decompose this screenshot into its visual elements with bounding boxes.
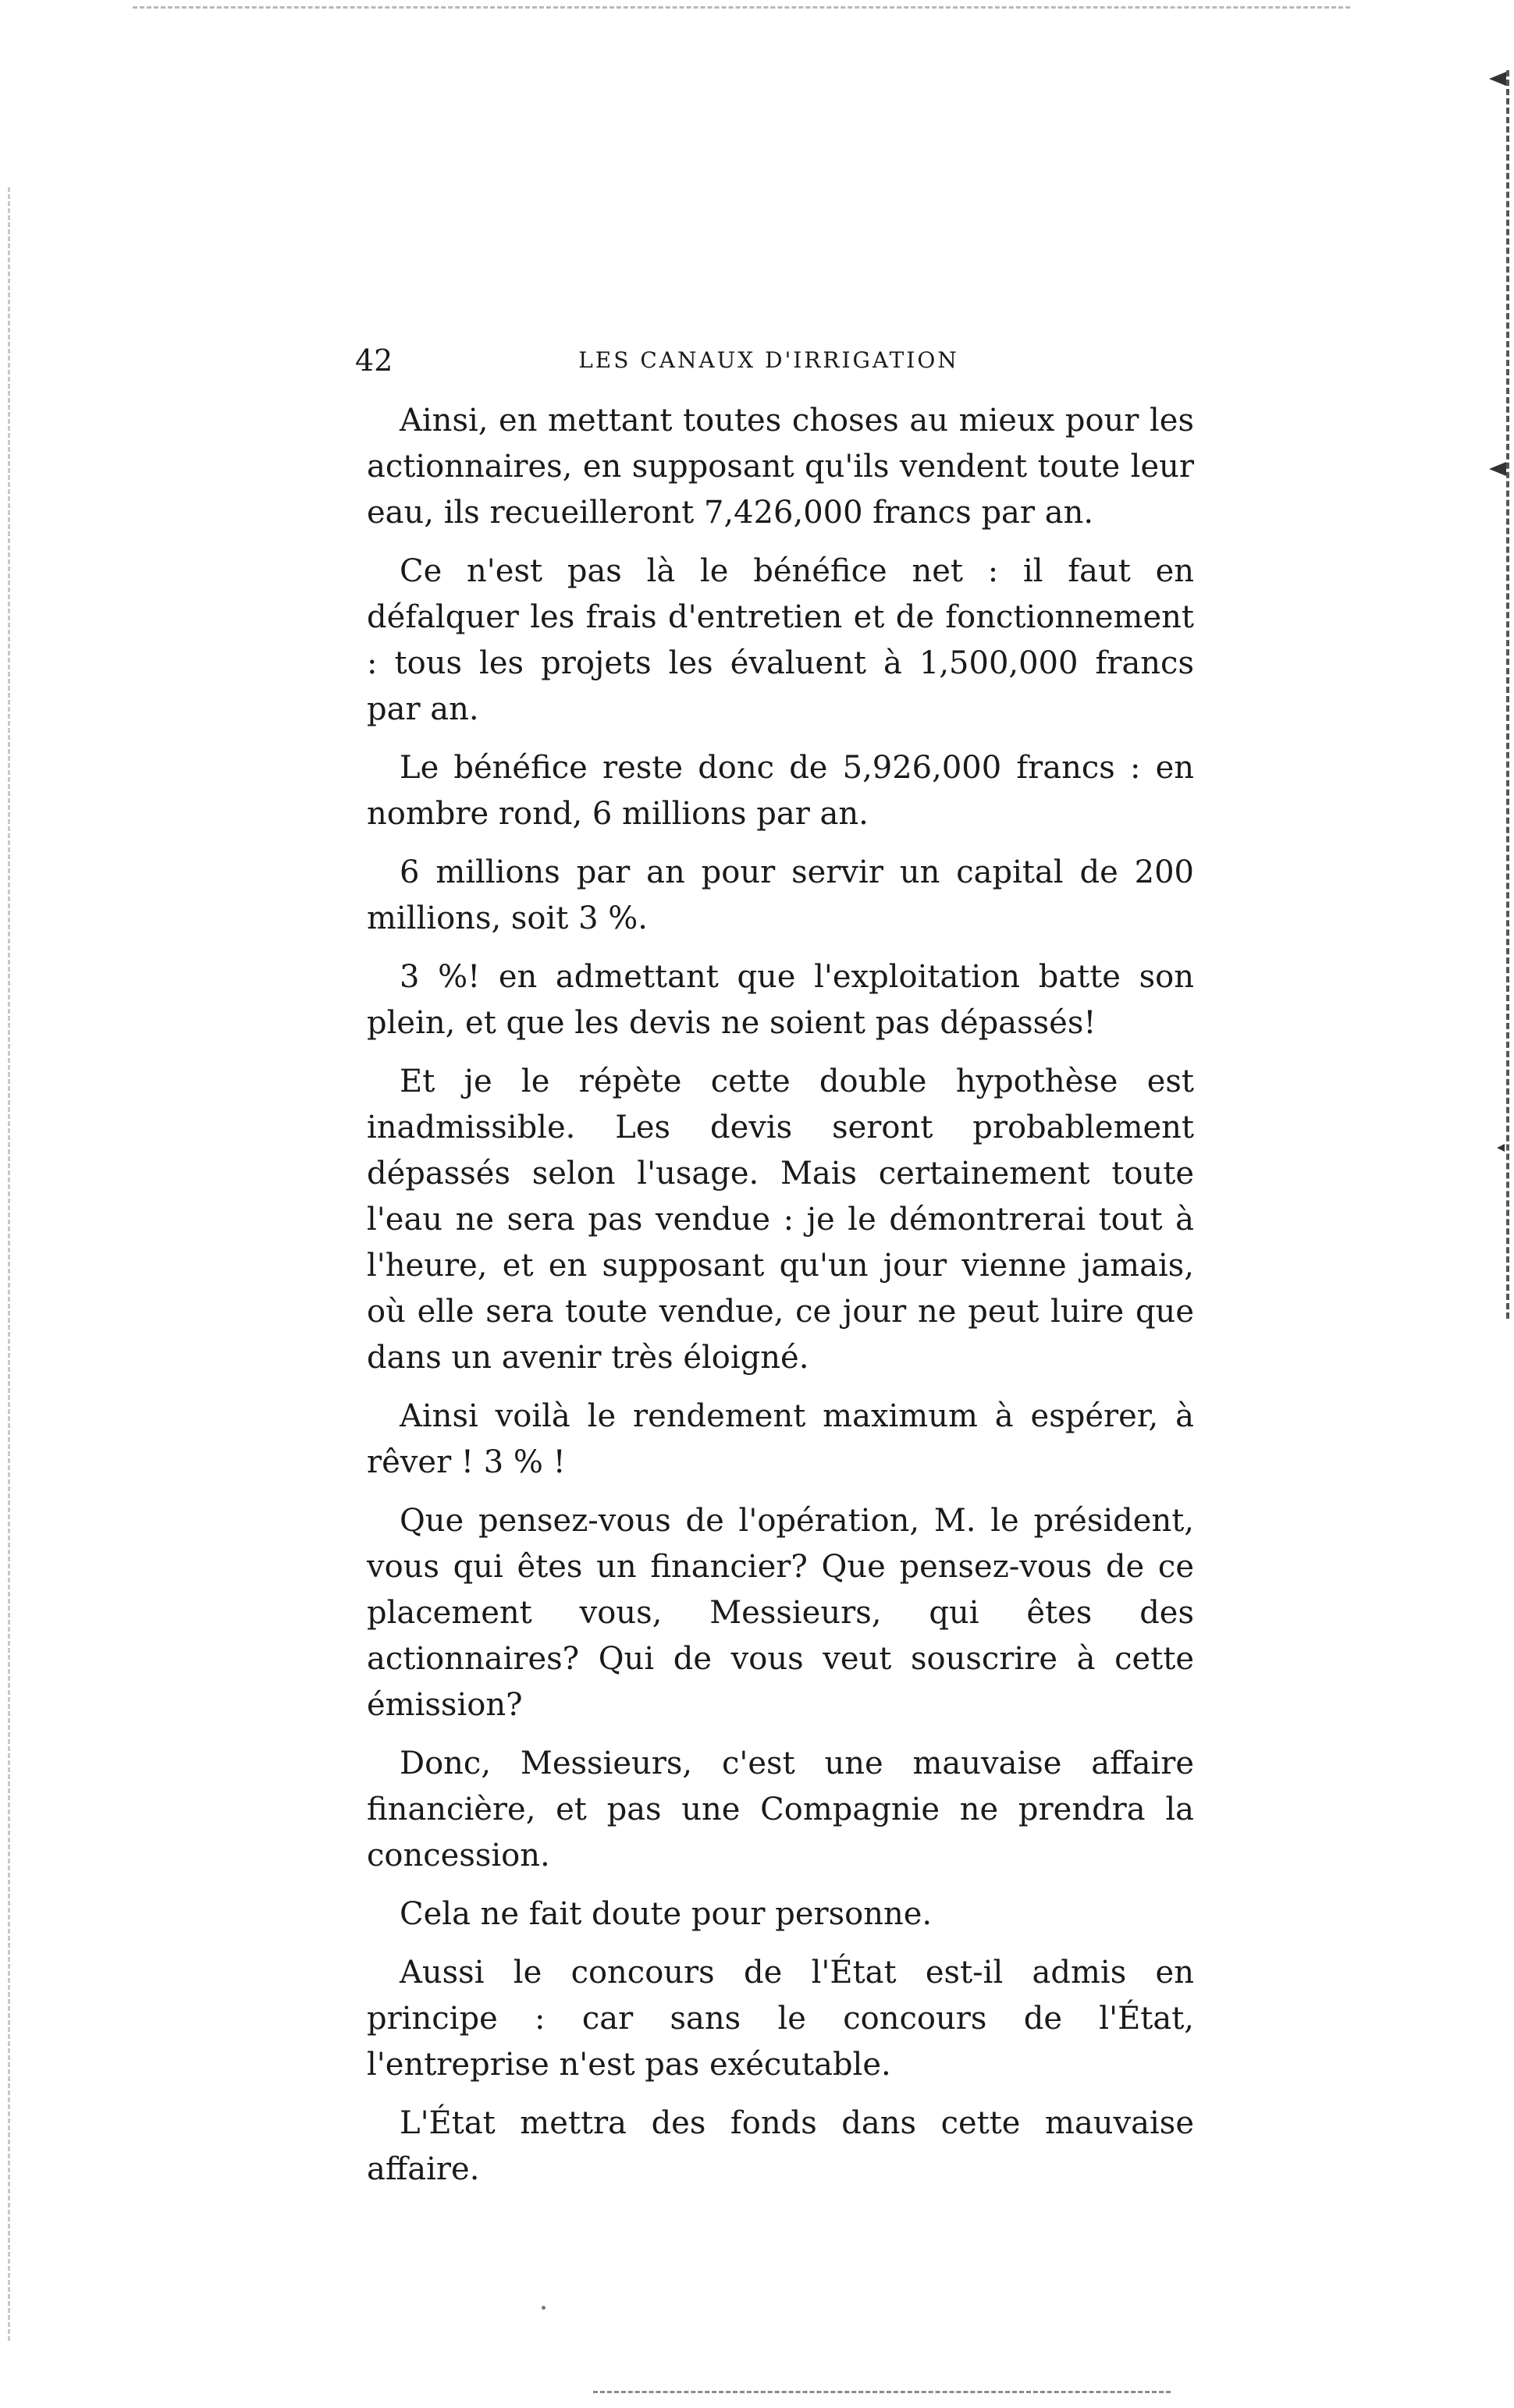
scan-margin-mark [1489, 462, 1506, 476]
paragraph: 3 %! en admettant que l'exploitation batte son plein, et que les devis ne soient pas dépassés! [367, 959, 1194, 1041]
paragraph: Donc, Messieurs, c'est une mauvaise affaire financière, et pas une Compagnie ne prendra la concession. [367, 1746, 1194, 1873]
scan-margin-mark [1497, 1144, 1505, 1152]
running-title: LES CANAUX D'IRRIGATION [578, 347, 959, 373]
paragraph: Le bénéfice reste donc de 5,926,000 francs : en nombre rond, 6 millions par an. [367, 750, 1194, 832]
paragraph: Ce n'est pas là le bénéfice net : il faut en défalquer les frais d'entretien et de fonctionnement : tous les projets les évaluent à 1,500,000 francs par an. [367, 553, 1194, 727]
scan-edge-right [1506, 70, 1509, 1319]
scan-edge-top [133, 6, 1350, 9]
paragraph: Cela ne fait doute pour personne. [400, 1896, 933, 1932]
ink-speck [542, 2306, 546, 2310]
paragraph: 6 millions par an pour servir un capital de 200 millions, soit 3 %. [367, 854, 1194, 936]
paragraph: Que pensez-vous de l'opération, M. le président, vous qui êtes un financier? Que pensez-vous de ce placement vous, Messieurs, qui êtes des actionnaires? Qui de vous veut souscrire à cette émission? [367, 1503, 1194, 1723]
scan-margin-mark [1489, 72, 1506, 86]
page-number: 42 [355, 343, 393, 378]
paragraph: Et je le répète cette double hypothèse est inadmissible. Les devis seront probablement dépassés selon l'usage. Mais certainement toute l'eau ne sera pas vendue : je le démontrerai tout à l'heure, et en supposant qu'un jour vienne jamais, où elle sera toute vendue, ce jour ne peut luire que dans un avenir très éloigné. [367, 1064, 1194, 1376]
paragraph: Ainsi voilà le rendement maximum à espérer, à rêver ! 3 % ! [367, 1398, 1194, 1480]
paragraph: Ainsi, en mettant toutes choses au mieux pour les actionnaires, en supposant qu'ils vendent toute leur eau, ils recueilleront 7,426,000 francs par an. [367, 403, 1194, 531]
scan-edge-left [8, 187, 10, 2341]
paragraph: Aussi le concours de l'État est-il admis en principe : car sans le concours de l'État, l'entreprise n'est pas exécutable. [367, 1955, 1194, 2083]
page-header [355, 337, 1182, 384]
scan-edge-bottom [593, 2391, 1171, 2393]
paragraph: L'État mettra des fonds dans cette mauvaise affaire. [367, 2105, 1194, 2187]
body-text [367, 398, 1194, 2205]
